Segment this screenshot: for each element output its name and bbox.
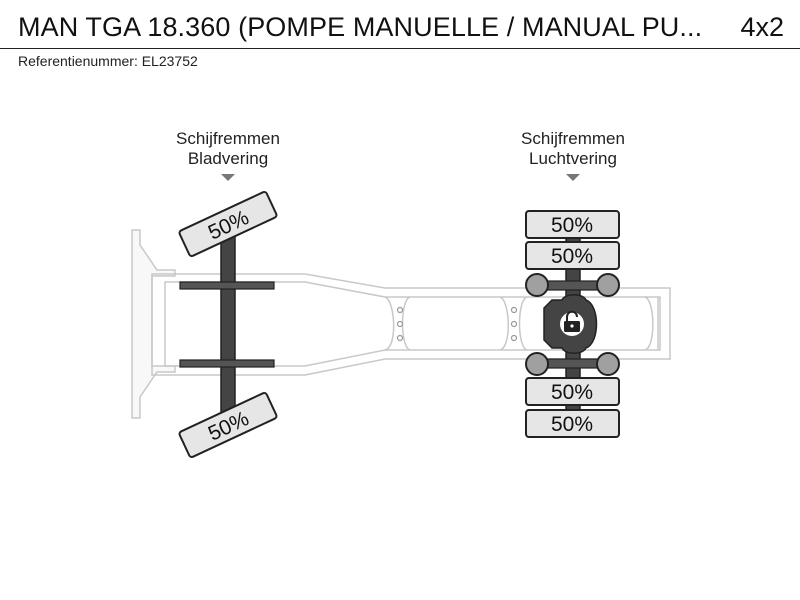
front-axle-suspension-label: Bladvering <box>187 149 269 168</box>
air-bag <box>526 353 548 375</box>
vehicle-title: MAN TGA 18.360 (POMPE MANUELLE / MANUAL PU... <box>18 12 703 42</box>
rear-tire <box>526 410 619 437</box>
arrow-down-icon <box>221 174 235 181</box>
frame-rivets <box>398 308 517 341</box>
arrow-down-icon <box>566 174 580 181</box>
tire-wear-percentage: 50% <box>550 413 594 436</box>
rear-tire <box>526 242 619 269</box>
rear-axle-brakes-label: Schijfremmen <box>521 129 625 148</box>
reference-number: Referentienummer: EL23752 <box>18 53 198 69</box>
rear-axle-suspension-label: Luchtvering <box>529 149 617 168</box>
front-axle <box>179 191 278 458</box>
axle-configuration: 4x2 <box>740 12 784 42</box>
front-leaf-spring <box>180 360 274 367</box>
rear-tire <box>526 378 619 405</box>
tire-wear-percentage: 50% <box>204 407 253 446</box>
front-axle-brakes-label: Schijfremmen <box>176 129 280 148</box>
air-bag <box>597 274 619 296</box>
air-bag <box>526 274 548 296</box>
front-axle-beam <box>221 228 235 428</box>
air-bag <box>597 353 619 375</box>
rear-axle <box>526 211 619 437</box>
tire-wear-percentage: 50% <box>550 381 594 404</box>
front-leaf-spring <box>180 282 274 289</box>
tire-wear-percentage: 50% <box>550 214 594 237</box>
tire-wear-percentage: 50% <box>550 245 594 268</box>
tire-wear-percentage: 50% <box>204 206 253 245</box>
rear-tire <box>526 211 619 238</box>
